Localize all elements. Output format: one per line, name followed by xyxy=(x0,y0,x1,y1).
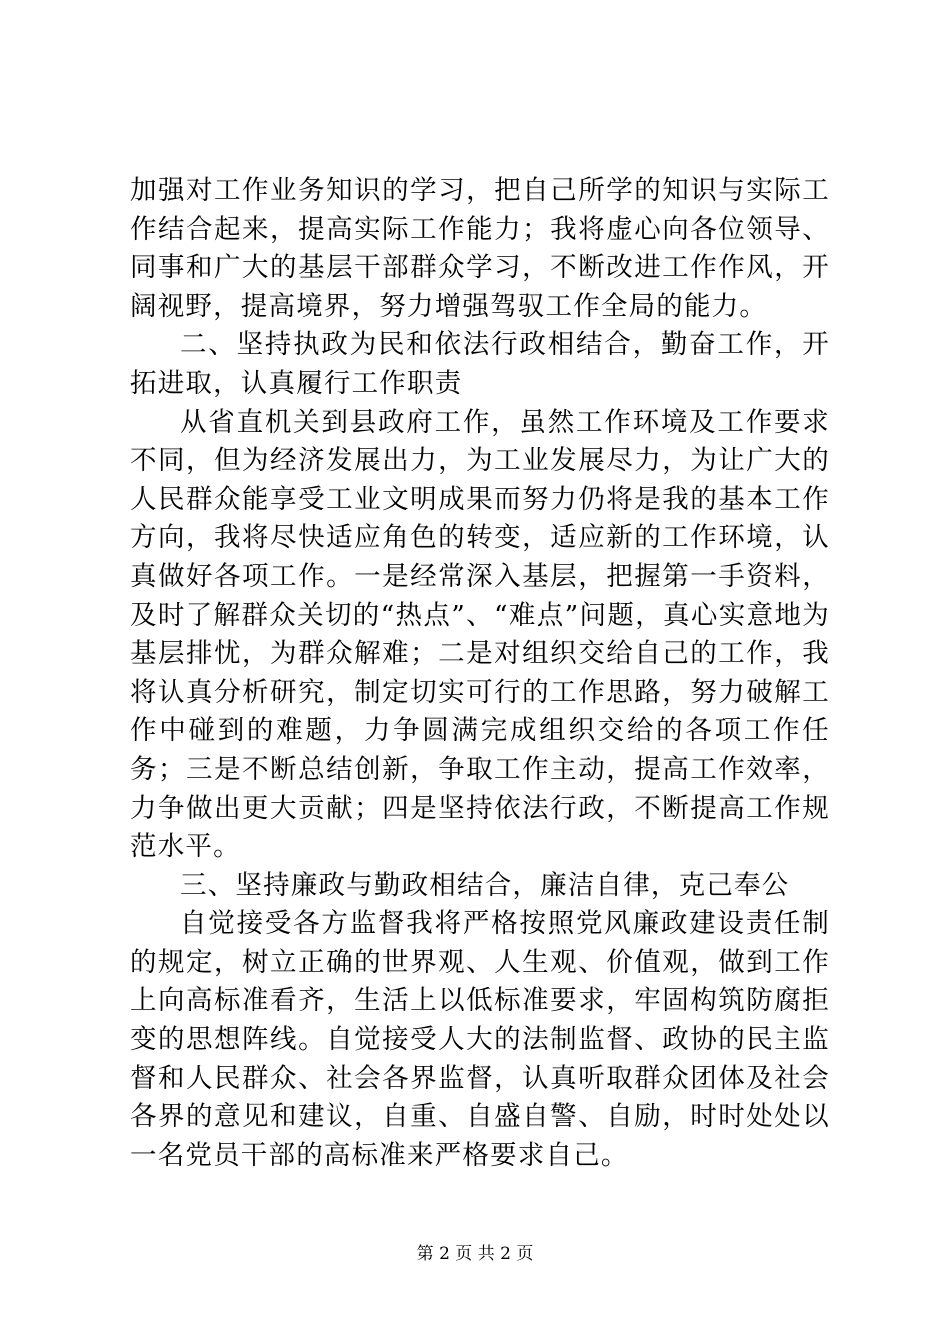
page-footer xyxy=(0,1243,950,1265)
paragraph-section-2: 从省直机关到县政府工作，虽然工作环境及工作要求不同，但为经济发展出力，为工业发展尽力，为让广大的人民群众能享受工业文明成果而努力仍将是我的基本工作方向，我将尽快适应角色的转变，适应新的工作环境，认真做好各项工作。一是经常深入基层，把握第一手资料，及时了解群众关切的“热点”、“难点”问题，真心实意地为基层排忧，为群众解难；二是对组织交给自己的工作，我将认真分析研究，制定切实可行的工作思路，努力破解工作中碰到的难题，力争圆满完成组织交给的各项工作任务；三是不断总结创新，争取工作主动，提高工作效率，力争做出更大贡献；四是坚持依法行政，不断提高工作规范水平。 xyxy=(130,406,830,863)
section-heading-3: 三、坚持廉政与勤政相结合，廉洁自律，克己奉公 xyxy=(180,869,790,901)
document-body xyxy=(130,172,830,1175)
paragraph-continuation: 加强对工作业务知识的学习，把自己所学的知识与实际工作结合起来，提高实际工作能力；我将虚心向各位领导、同事和广大的基层干部群众学习，不断改进工作作风，开阔视野，提高境界，努力增强驾驭工作全局的能力。 xyxy=(130,175,830,322)
paragraph-section-3: 自觉接受各方监督我将严格按照党风廉政建设责任制的规定，树立正确的世界观、人生观、价值观，做到工作上向高标准看齐，生活上以低标准要求，牢固构筑防腐拒变的思想阵线。自觉接受人大的法制监督、政协的民主监督和人民群众、社会各界监督，认真听取群众团体及社会各界的意见和建议，自重、自盛自警、自励，时时处处以一名党员干部的高标准来严格要求自己。 xyxy=(130,908,830,1171)
page-number-label: 第 2 页 共 2 页 xyxy=(416,1244,534,1264)
section-heading-2: 二、坚持执政为民和依法行政相结合，勤奋工作，开拓进取，认真履行工作职责 xyxy=(130,329,830,399)
